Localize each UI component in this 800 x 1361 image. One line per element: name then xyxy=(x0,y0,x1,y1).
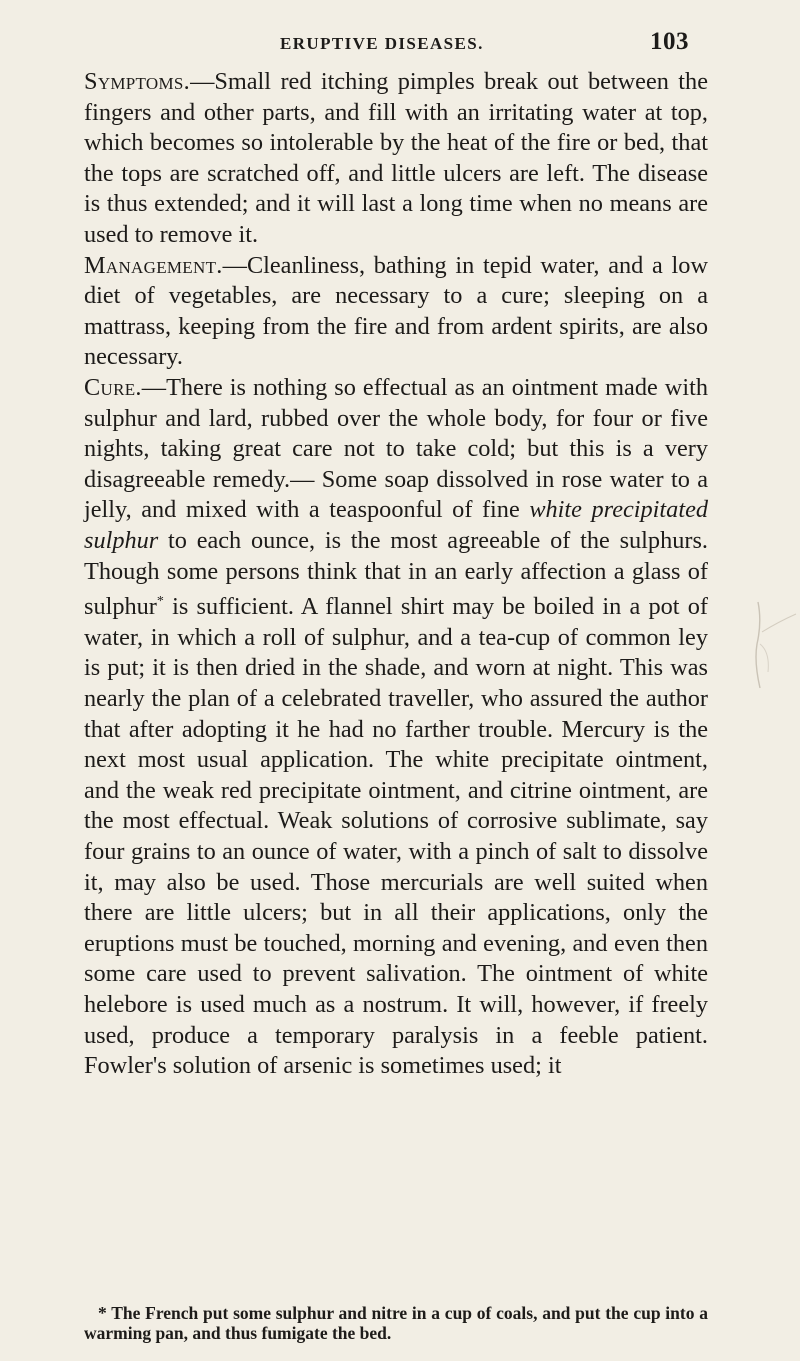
management-text: —Cleanliness, bathing in tepid water, and a low diet of vegetables, are necessary to a cure; sleeping on a mattrass, keeping from the fire and from ardent spirits, are also necessary. xyxy=(84,251,708,371)
management-heading: Management. xyxy=(84,251,223,279)
management-paragraph xyxy=(84,251,708,373)
cure-text-2: to each ounce, is the most agreeable of the sulphurs. Though some persons think that in an early affection a glass of sulphur xyxy=(84,526,708,621)
footnote xyxy=(84,1303,708,1343)
footnote-reference: * xyxy=(156,594,164,610)
cure-heading: Cure. xyxy=(84,373,142,401)
symptoms-heading: Symptoms. xyxy=(84,68,191,95)
ink-bleed-mark xyxy=(748,592,800,702)
cure-text-3: is sufficient. A flannel shirt may be boiled in a pot of water, in which a roll of sulphur, and a tea-cup of common ley is put; it is then dried in the shade, and worn at night. This was nearly the plan of a celebrated traveller, who assured the author that after adopting it he had no farther trouble. Mercury is the next most usual application. The white precipitate ointment, and the weak red precipitate ointment, and citrine ointment, are the most effectual. Weak solutions of corrosive sublimate, say four grains to an ounce of water, with a pinch of salt to dissolve it, may also be used. Those mercurials are well suited when there are little ulcers; but in all their applications, only the eruptions must be touched, morning and evening, and even then some care used to prevent salivation. The ointment of white helebore is used much as a nostrum. It will, however, if freely used, produce a temporary paralysis in a feeble patient. Fowler's solution of arsenic is sometimes used; it xyxy=(84,593,708,1080)
page-number: 103 xyxy=(650,28,689,55)
cure-paragraph xyxy=(84,373,708,1082)
cure-text-italic: white precipitated sulphur xyxy=(84,496,709,554)
running-title: ERUPTIVE DISEASES. xyxy=(280,34,484,53)
footnote-marker: * xyxy=(98,1303,107,1323)
symptoms-paragraph xyxy=(84,67,708,251)
body-text xyxy=(84,67,708,1082)
footnote-text: The French put some sulphur and nitre in a cup of coals, and put the cup into a warming pan, and thus fumigate the bed. xyxy=(84,1303,708,1343)
cure-text-1: —There is nothing so effectual as an ointment made with sulphur and lard, rubbed over the whole body, for four or five nights, taking great care not to take cold; but this is a very disagreeable remedy.— Some soap dissolved in rose water to a jelly, and mixed with a teaspoonful of fine xyxy=(84,373,708,524)
symptoms-text: —Small red itching pimples break out between the fingers and other parts, and fill with an irritating water at top, which becomes so intolerable by the heat of the fire or bed, that the tops are scratched off, and little ulcers are left. The disease is thus extended; and it will last a long time when no means are used to remove it. xyxy=(84,68,708,248)
running-head xyxy=(0,28,800,68)
footnote-paragraph xyxy=(84,1303,708,1343)
